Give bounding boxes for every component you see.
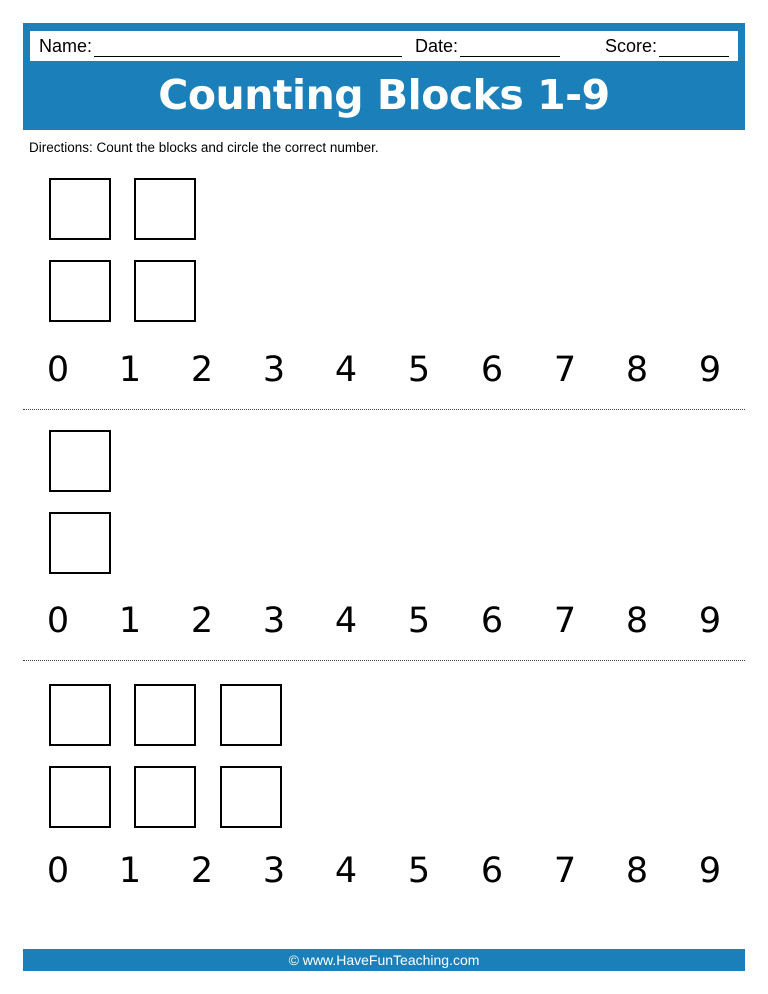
score-field[interactable] bbox=[605, 36, 729, 57]
number-choice[interactable]: 0 bbox=[46, 350, 70, 390]
number-choice[interactable]: 9 bbox=[698, 350, 722, 390]
block bbox=[49, 260, 111, 322]
number-choice[interactable]: 8 bbox=[625, 601, 649, 641]
number-choice[interactable]: 5 bbox=[407, 601, 431, 641]
student-info-bar bbox=[30, 31, 738, 61]
number-choice[interactable]: 8 bbox=[625, 851, 649, 891]
block bbox=[134, 260, 196, 322]
number-choice[interactable]: 1 bbox=[118, 350, 142, 390]
number-choice[interactable]: 4 bbox=[334, 350, 358, 390]
number-choice[interactable]: 3 bbox=[262, 851, 286, 891]
number-choice[interactable]: 0 bbox=[46, 601, 70, 641]
block bbox=[134, 766, 196, 828]
block bbox=[220, 766, 282, 828]
number-choice[interactable]: 3 bbox=[262, 601, 286, 641]
number-choice[interactable]: 8 bbox=[625, 350, 649, 390]
number-choice[interactable]: 6 bbox=[480, 851, 504, 891]
number-choice[interactable]: 9 bbox=[698, 601, 722, 641]
block bbox=[49, 766, 111, 828]
block bbox=[49, 430, 111, 492]
date-label: Date: bbox=[415, 36, 459, 56]
date-field[interactable] bbox=[415, 36, 560, 57]
number-choice[interactable]: 1 bbox=[118, 851, 142, 891]
number-choice[interactable]: 4 bbox=[334, 851, 358, 891]
number-choice[interactable]: 2 bbox=[190, 851, 214, 891]
number-choice[interactable]: 7 bbox=[553, 851, 577, 891]
block bbox=[49, 684, 111, 746]
footer-copyright: © www.HaveFunTeaching.com bbox=[288, 952, 480, 968]
number-choice[interactable]: 4 bbox=[334, 601, 358, 641]
number-choice[interactable]: 7 bbox=[553, 601, 577, 641]
directions-text: Directions: Count the blocks and circle the correct number. bbox=[29, 140, 379, 155]
block bbox=[134, 684, 196, 746]
name-label: Name: bbox=[39, 36, 93, 56]
number-choice[interactable]: 3 bbox=[262, 350, 286, 390]
block bbox=[134, 178, 196, 240]
header-band bbox=[23, 23, 745, 130]
number-choice[interactable]: 7 bbox=[553, 350, 577, 390]
number-choices bbox=[0, 350, 768, 390]
name-line[interactable] bbox=[94, 39, 402, 57]
date-line[interactable] bbox=[460, 39, 560, 57]
score-line[interactable] bbox=[659, 39, 729, 57]
dotted-divider bbox=[23, 660, 745, 661]
block bbox=[49, 178, 111, 240]
number-choice[interactable]: 5 bbox=[407, 851, 431, 891]
number-choice[interactable]: 6 bbox=[480, 350, 504, 390]
number-choices bbox=[0, 851, 768, 891]
number-choice[interactable]: 2 bbox=[190, 350, 214, 390]
number-choice[interactable]: 9 bbox=[698, 851, 722, 891]
number-choice[interactable]: 5 bbox=[407, 350, 431, 390]
number-choice[interactable]: 6 bbox=[480, 601, 504, 641]
block bbox=[220, 684, 282, 746]
worksheet-title: Counting Blocks 1-9 bbox=[158, 71, 610, 119]
block bbox=[49, 512, 111, 574]
name-field[interactable] bbox=[39, 36, 402, 57]
footer-band bbox=[23, 949, 745, 971]
number-choice[interactable]: 2 bbox=[190, 601, 214, 641]
number-choices bbox=[0, 601, 768, 641]
number-choice[interactable]: 1 bbox=[118, 601, 142, 641]
score-label: Score: bbox=[605, 36, 658, 56]
number-choice[interactable]: 0 bbox=[46, 851, 70, 891]
dotted-divider bbox=[23, 409, 745, 410]
